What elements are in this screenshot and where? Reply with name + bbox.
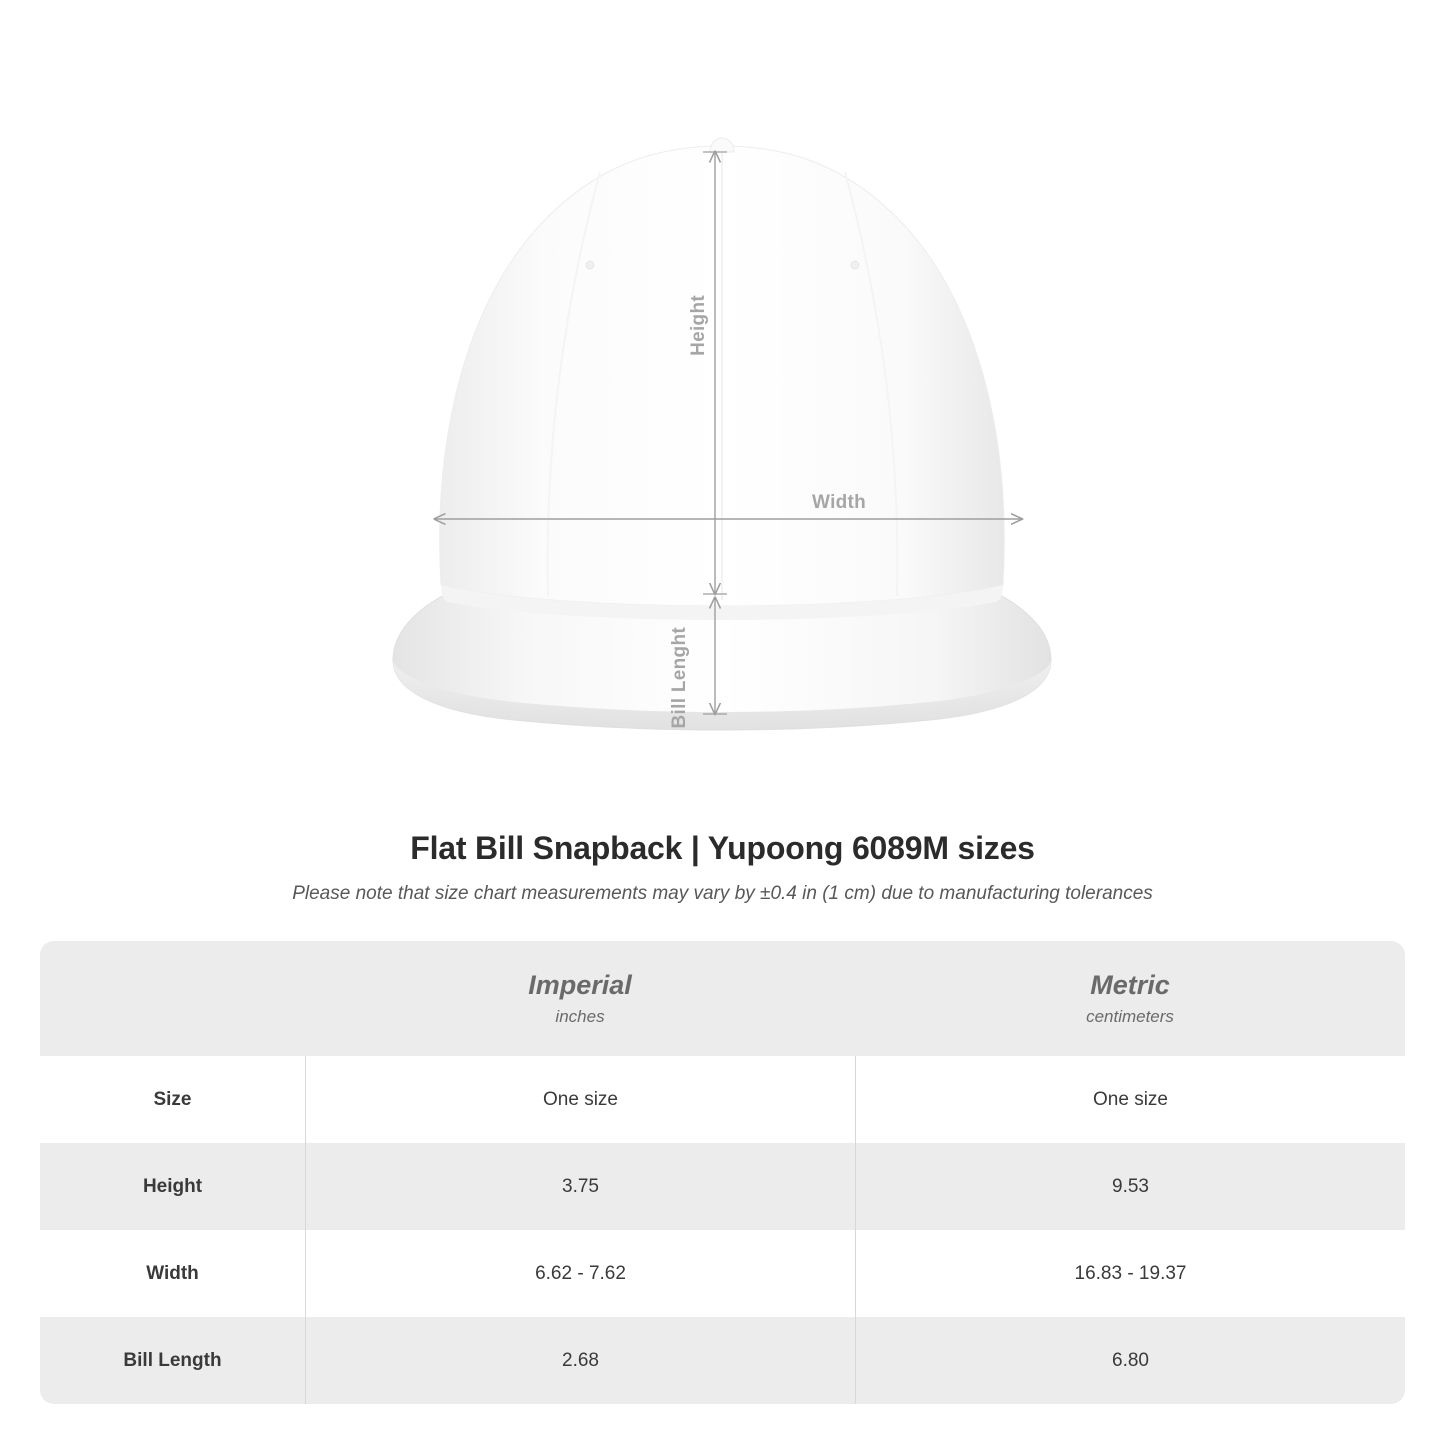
title-block: [0, 830, 1445, 905]
size-table-wrapper: [40, 941, 1405, 1404]
row-label-size: Size: [40, 1056, 305, 1143]
header-metric: [855, 941, 1405, 1056]
metric-unit-sub: centimeters: [1086, 1007, 1174, 1026]
cell-width-metric: 16.83 - 19.37: [855, 1230, 1405, 1317]
bill-length-label-line1: Bill: [669, 697, 690, 729]
tolerance-note: Please note that size chart measurements may vary by ±0.4 in (1 cm) due to manufacturing tolerances: [292, 883, 1153, 904]
size-table: [40, 941, 1405, 1404]
cell-size-imperial: One size: [305, 1056, 855, 1143]
page-title: Flat Bill Snapback | Yupoong 6089M sizes: [410, 830, 1035, 866]
table-row: [40, 1317, 1405, 1404]
row-label-bill-length: Bill Length: [40, 1317, 305, 1404]
bill-length-dimension-label: [668, 627, 692, 728]
table-row: [40, 1230, 1405, 1317]
cell-width-imperial: 6.62 - 7.62: [305, 1230, 855, 1317]
cell-height-metric: 9.53: [855, 1143, 1405, 1230]
cell-size-metric: One size: [855, 1056, 1405, 1143]
header-imperial: [305, 941, 855, 1056]
table-row: [40, 1056, 1405, 1143]
cell-bill-length-metric: 6.80: [855, 1317, 1405, 1404]
row-label-width: Width: [40, 1230, 305, 1317]
cell-height-imperial: 3.75: [305, 1143, 855, 1230]
row-label-height: Height: [40, 1143, 305, 1230]
height-dimension-label: Height: [688, 295, 709, 356]
imperial-unit-sub: inches: [555, 1007, 605, 1026]
imperial-unit-name: Imperial: [528, 970, 632, 1000]
metric-unit-name: Metric: [1090, 970, 1170, 1000]
width-dimension-label: Width: [812, 492, 867, 513]
table-row: [40, 1143, 1405, 1230]
bill-length-label-line2: Lenght: [669, 627, 690, 693]
cell-bill-length-imperial: 2.68: [305, 1317, 855, 1404]
header-corner-cell: [40, 941, 305, 1056]
table-header-row: [40, 941, 1405, 1056]
